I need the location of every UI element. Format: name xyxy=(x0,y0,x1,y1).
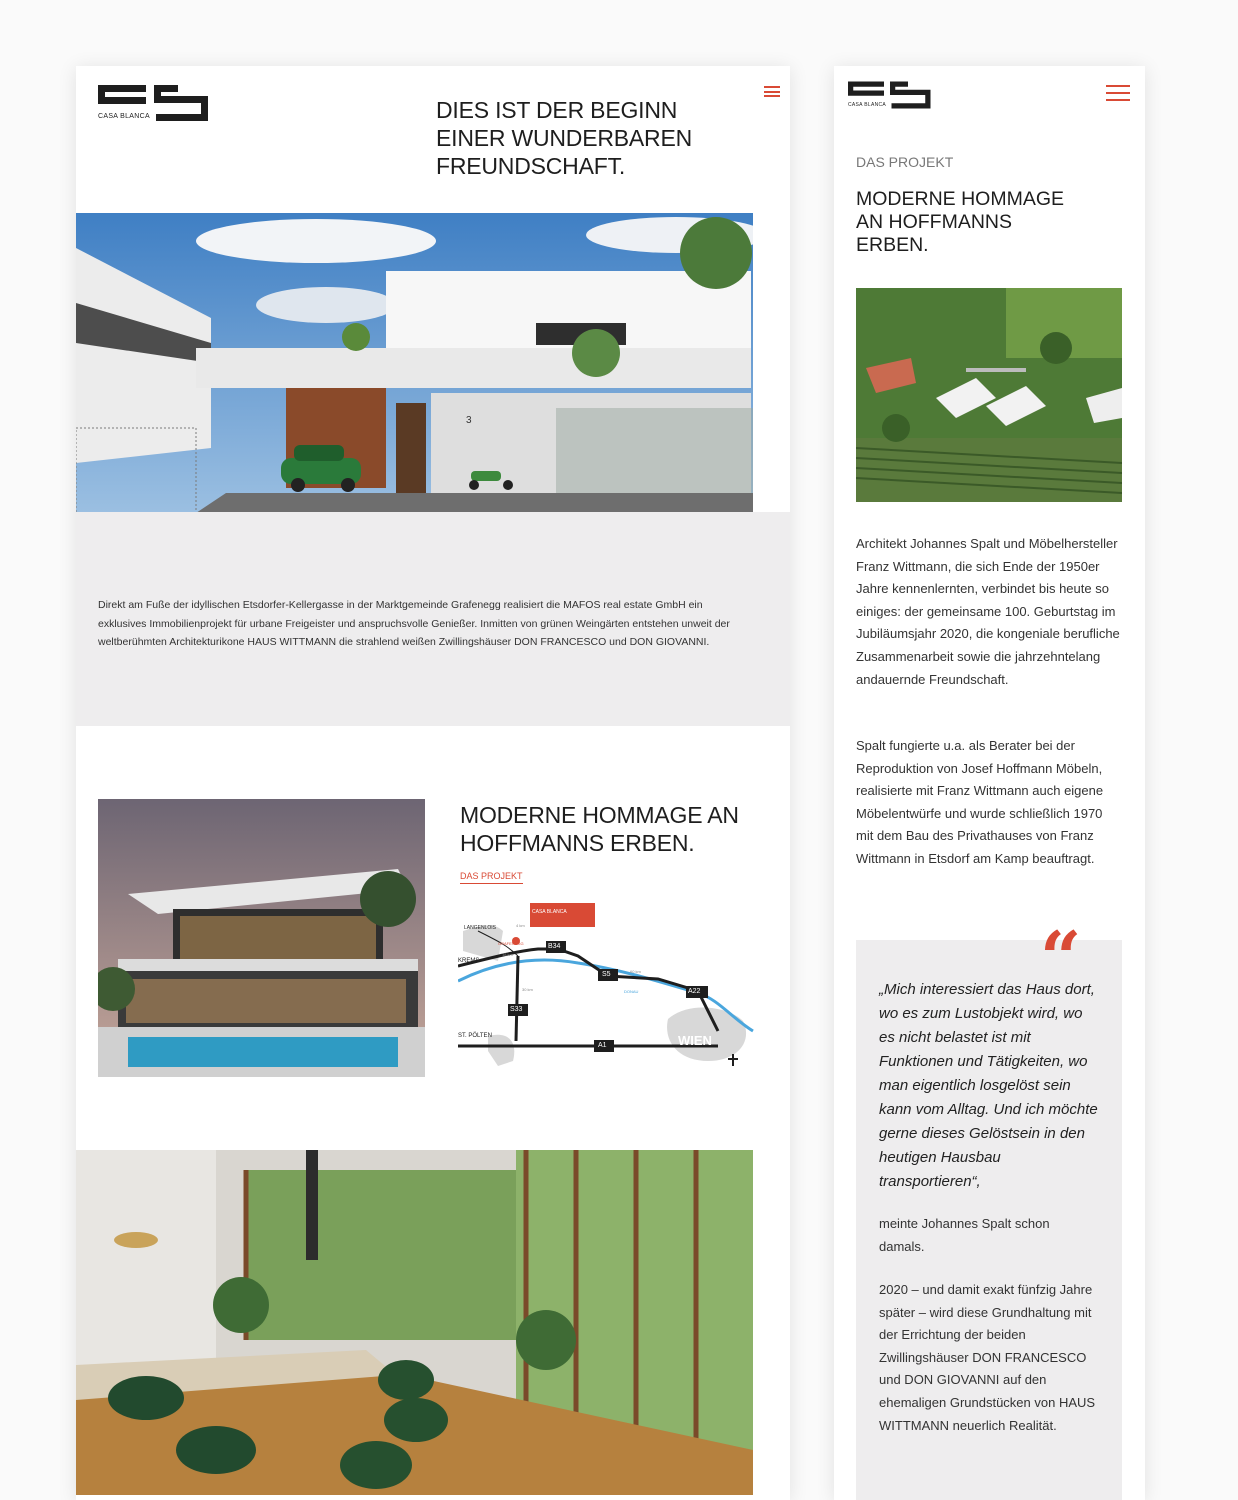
map-road-s33: S33 xyxy=(510,1006,523,1013)
map-road-s5: S5 xyxy=(602,971,611,978)
paragraph-3: 2020 – und damit exakt fünfzig Jahre später – wird diese Grundhaltung mit der Errichtung der beiden Zwillingshäuser DON FRANCESCO und DON GIOVANNI auf den ehemaligen Grundstücken von HAUS WITTMANN neuerlich Realität. xyxy=(879,1282,1096,1433)
map-distance: 30 km xyxy=(522,987,533,992)
map-label-langenlois: LANGENLOIS xyxy=(464,925,496,931)
map-label-wien: WIEN xyxy=(678,1033,712,1048)
section-label: DAS PROJEKT xyxy=(856,154,954,170)
map-distance: 4 km xyxy=(516,923,525,928)
house-number: 3 xyxy=(466,415,472,426)
map-distance: 18 km xyxy=(502,952,513,957)
menu-icon[interactable] xyxy=(1106,85,1130,101)
das-projekt-link[interactable]: DAS PROJEKT xyxy=(460,871,523,884)
menu-icon[interactable] xyxy=(764,86,780,97)
location-map xyxy=(458,901,758,1081)
map-road-b34: B34 xyxy=(548,943,561,950)
quote-attribution: meinte Johannes Spalt schon damals. xyxy=(879,1216,1050,1254)
map-distance: 60 km xyxy=(630,969,641,974)
interior-image xyxy=(76,1150,753,1495)
logo[interactable] xyxy=(848,80,932,112)
villa-image xyxy=(98,799,425,1077)
map-label-grafenegg: GRAFENEGG xyxy=(498,941,524,946)
hero-image xyxy=(76,213,753,558)
aerial-image xyxy=(856,288,1122,502)
intro-text: Direkt am Fuße der idyllischen Etsdorfer-Kellergasse in der Marktgemeinde Grafenegg realisiert die MAFOS real estate GmbH ein exklusives Immobilienprojekt für urbane Freigeister und anspruchsvolle Genießer. Inmitten von grünen Weingärten entstehen unweit der weltberühmten Architekturikone HAUS WITTMANN die strahlend weißen Zwillingshäuser DON FRANCESCO und DON GIOVANNI. xyxy=(98,599,730,648)
desktop-page xyxy=(76,66,790,1500)
quote-mark-icon: “ xyxy=(1040,915,1082,1000)
map-road-a1: A1 xyxy=(598,1042,607,1049)
section-headline: MODERNE HOMMAGE AN HOFFMANNS ERBEN. xyxy=(460,802,739,856)
mobile-headline: MODERNE HOMMAGE AN HOFFMANNS ERBEN. xyxy=(856,188,1065,256)
mobile-page xyxy=(834,66,1145,1500)
paragraph-1: Architekt Johannes Spalt und Möbelhersteller Franz Wittmann, die sich Ende der 1950er Jahre kennenlernten, verbindet bis heute so einiges: der gemeinsame 100. Geburtstag im Jubiläumsjahr 2020, die kongeniale berufliche Zusammenarbeit sowie die jahrzehntelang andauernde Freundschaft. xyxy=(856,536,1120,687)
quote-text: „Mich interessiert das Haus dort, wo es zum Lustobjekt wird, wo es nicht belastet ist mit Funktionen und Tätigkeiten, wo man eigentlich losgelöst sein kann vom Alltag. Und ich möchte gerne dieses Gelöstsein in den heutigen Hausbau transportieren“, xyxy=(879,981,1098,1190)
map-road-a22: A22 xyxy=(688,988,701,995)
logo-text: CASA BLANCA xyxy=(848,102,887,108)
map-label-st-poelten: ST. PÖLTEN xyxy=(458,1033,492,1039)
map-label-krems: KREMS xyxy=(458,958,480,964)
map-logo-text: CASA BLANCA xyxy=(532,909,567,915)
map-label-donau: DONAU xyxy=(624,989,639,994)
logo-text: CASA BLANCA xyxy=(98,113,150,120)
hero-headline: DIES IST DER BEGINN EINER WUNDERBAREN FREUNDSCHAFT. xyxy=(436,97,693,179)
paragraph-2: Spalt fungierte u.a. als Berater bei der Reproduktion von Josef Hoffmann Möbeln, realisierte mit Franz Wittmann auch eigene Möbelentwürfe und wurde schließlich 1970 mit dem Bau des Privathauses von Franz Wittmann in Etsdorf am Kamp beauftragt. xyxy=(856,738,1104,866)
logo[interactable] xyxy=(98,83,210,125)
